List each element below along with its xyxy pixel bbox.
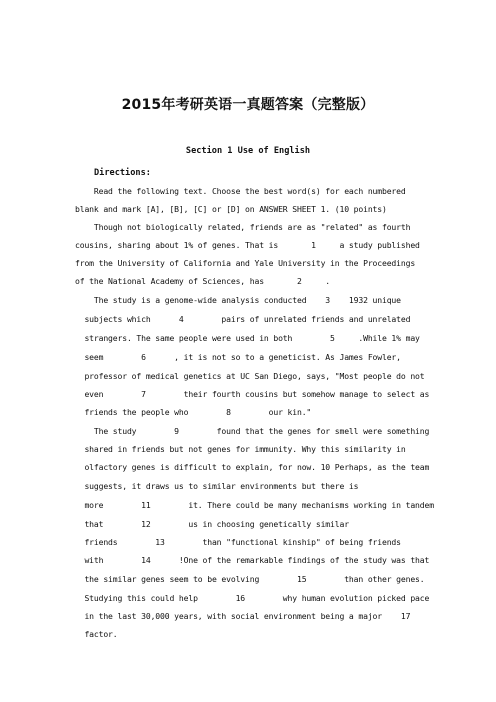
text-line: seem 6 , it is not so to a geneticist. As James Fowler, bbox=[75, 352, 401, 362]
text-line: blank and mark [A], [B], [C] or [D] on ANSWER SHEET 1. (10 points) bbox=[75, 204, 387, 214]
section-heading: Section 1 Use of English bbox=[185, 146, 311, 156]
text-line: cousins, sharing about 1% of genes. That is 1 a study published bbox=[75, 240, 420, 250]
text-line: factor. bbox=[75, 629, 118, 639]
text-line: from the University of California and Yale University in the Proceedings bbox=[75, 258, 416, 268]
text-line: shared in friends but not genes for immunity. Why this similarity in bbox=[75, 444, 406, 454]
text-line: friends the people who 8 our kin." bbox=[75, 407, 312, 417]
text-line: The study 9 found that the genes for smell were something bbox=[75, 426, 430, 436]
text-line: that 12 us in choosing genetically similar bbox=[75, 519, 349, 529]
text-line: the similar genes seem to be evolving 15 than other genes. bbox=[75, 574, 425, 584]
text-line: even 7 their fourth cousins but somehow manage to select as bbox=[75, 389, 430, 399]
text-line: The study is a genome-wide analysis conducted 3 1932 unique bbox=[75, 295, 401, 305]
text-line: suggests, it draws us to similar environments but there is bbox=[75, 481, 359, 491]
text-line: Read the following text. Choose the best word(s) for each numbered bbox=[75, 186, 406, 196]
document-title: 2015年考研英语一真题答案（完整版） bbox=[121, 97, 375, 113]
text-line: more 11 it. There could be many mechanisms working in tandem bbox=[75, 500, 434, 510]
text-line: olfactory genes is difficult to explain, for now. 10 Perhaps, as the team bbox=[75, 462, 430, 472]
directions-heading: Directions: bbox=[94, 168, 151, 178]
text-line: in the last 30,000 years, with social environment being a major 17 bbox=[75, 611, 411, 621]
text-line: friends 13 than "functional kinship" of being friends bbox=[75, 537, 401, 547]
text-line: Though not biologically related, friends are as "related" as fourth bbox=[75, 222, 411, 232]
text-line: with 14 !One of the remarkable findings of the study was that bbox=[75, 555, 430, 565]
text-line: strangers. The same people were used in both 5 .While 1% may bbox=[75, 333, 420, 343]
text-line: professor of medical genetics at UC San Diego, says, "Most people do not bbox=[75, 371, 425, 381]
text-line: of the National Academy of Sciences, has 2 . bbox=[75, 276, 331, 286]
text-line: Studying this could help 16 why human evolution picked pace bbox=[75, 593, 430, 603]
text-line: subjects which 4 pairs of unrelated friends and unrelated bbox=[75, 314, 411, 324]
